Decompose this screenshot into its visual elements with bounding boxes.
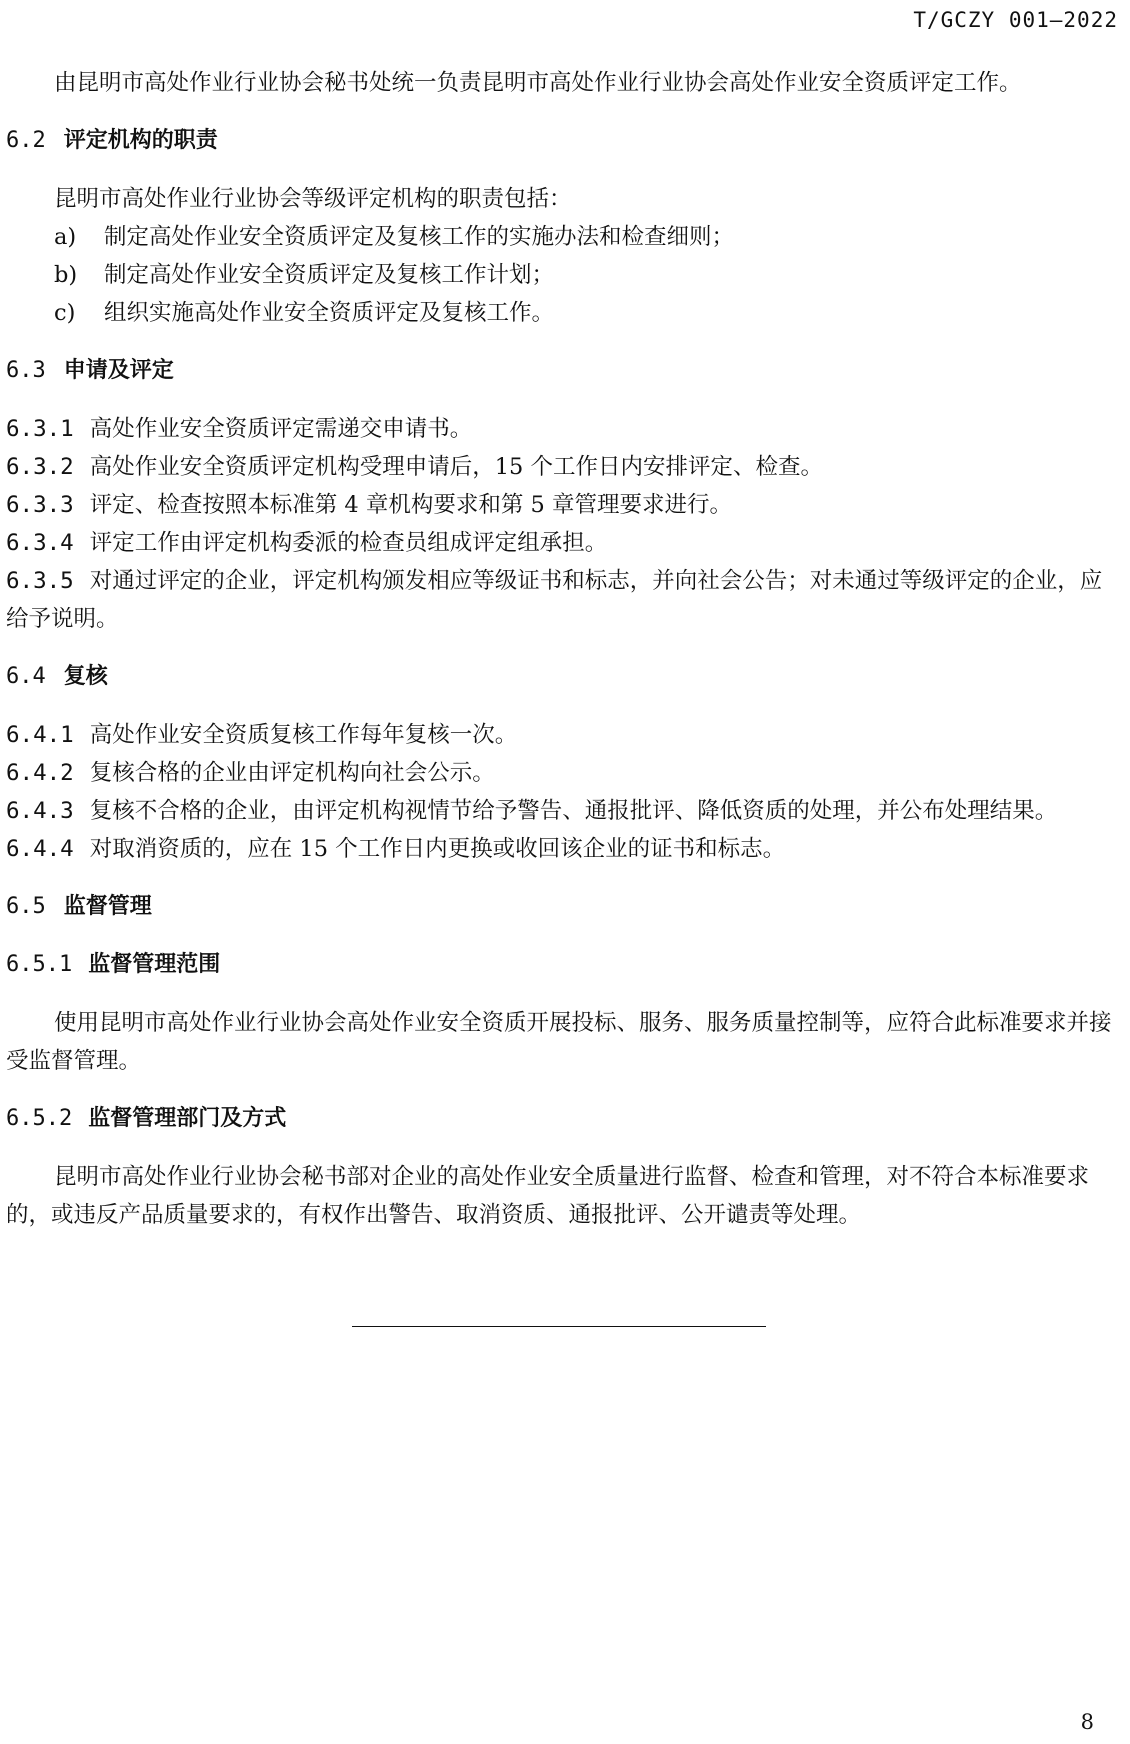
section-number: 6.5.2 bbox=[6, 1106, 73, 1131]
section-number: 6.2 bbox=[6, 128, 46, 153]
list-item-text: 制定高处作业安全资质评定及复核工作的实施办法和检查细则； bbox=[104, 224, 735, 250]
section-number: 6.3 bbox=[6, 358, 46, 383]
section-title: 监督管理 bbox=[63, 894, 152, 919]
clause-number: 6.3.3 bbox=[6, 492, 74, 518]
list-item-b bbox=[6, 256, 1116, 294]
section-6-5-2-heading bbox=[6, 1100, 1116, 1138]
section-6-5-1-heading bbox=[6, 946, 1116, 984]
clause-6-4-4 bbox=[6, 830, 1116, 868]
list-mark: c) bbox=[54, 300, 76, 326]
clause-text: 对取消资质的，应在 15 个工作日内更换或收回该企业的证书和标志。 bbox=[89, 836, 786, 862]
clause-number: 6.3.1 bbox=[6, 416, 74, 442]
clause-text: 复核不合格的企业，由评定机构视情节给予警告、通报批评、降低资质的处理，并公布处理结果。 bbox=[89, 798, 1058, 824]
section-title: 监督管理范围 bbox=[88, 952, 221, 977]
page-number: 8 bbox=[1080, 1710, 1094, 1734]
section-6-2-lead: 昆明市高处作业行业协会等级评定机构的职责包括： bbox=[54, 186, 572, 212]
section-6-5-1-text: 使用昆明市高处作业行业协会高处作业安全资质开展投标、服务、服务质量控制等，应符合此标准要求并接受监督管理。 bbox=[6, 1010, 1112, 1074]
clause-number: 6.3.2 bbox=[6, 454, 74, 480]
intro-paragraph: 由昆明市高处作业行业协会秘书处统一负责昆明市高处作业行业协会高处作业安全资质评定工作。 bbox=[54, 70, 1022, 96]
section-6-2-heading bbox=[6, 122, 1116, 160]
section-title: 复核 bbox=[63, 664, 108, 689]
clause-6-4-3 bbox=[6, 792, 1116, 830]
clause-number: 6.4.3 bbox=[6, 798, 74, 824]
clause-number: 6.3.4 bbox=[6, 530, 74, 556]
clause-text: 复核合格的企业由评定机构向社会公示。 bbox=[89, 760, 495, 786]
clause-text: 高处作业安全资质复核工作每年复核一次。 bbox=[89, 722, 518, 748]
list-item-a bbox=[6, 218, 1116, 256]
section-6-4-heading bbox=[6, 658, 1116, 696]
section-title: 申请及评定 bbox=[63, 358, 174, 383]
clause-6-3-1 bbox=[6, 410, 1116, 448]
document-code: T/GCZY 001—2022 bbox=[913, 8, 1118, 32]
section-6-3-heading bbox=[6, 352, 1116, 390]
clause-text: 评定工作由评定机构委派的检查员组成评定组承担。 bbox=[89, 530, 608, 556]
clause-6-3-5 bbox=[6, 562, 1116, 638]
list-item-c bbox=[6, 294, 1116, 332]
list-mark: b) bbox=[54, 262, 78, 288]
section-title: 监督管理部门及方式 bbox=[88, 1106, 287, 1131]
clause-number: 6.3.5 bbox=[6, 568, 74, 594]
clause-number: 6.4.4 bbox=[6, 836, 74, 862]
list-item-text: 组织实施高处作业安全资质评定及复核工作。 bbox=[104, 300, 555, 326]
clause-number: 6.4.1 bbox=[6, 722, 74, 748]
clause-text: 评定、检查按照本标准第 4 章机构要求和第 5 章管理要求进行。 bbox=[89, 492, 732, 518]
clause-text: 高处作业安全资质评定需递交申请书。 bbox=[89, 416, 473, 442]
clause-6-4-1 bbox=[6, 716, 1116, 754]
clause-number: 6.4.2 bbox=[6, 760, 74, 786]
clause-6-4-2 bbox=[6, 754, 1116, 792]
clause-6-3-2 bbox=[6, 448, 1116, 486]
clause-text: 高处作业安全资质评定机构受理申请后，15 个工作日内安排评定、检查。 bbox=[89, 454, 824, 480]
list-mark: a) bbox=[54, 224, 77, 250]
list-item-text: 制定高处作业安全资质评定及复核工作计划； bbox=[104, 262, 555, 288]
clause-text: 对通过评定的企业，评定机构颁发相应等级证书和标志，并向社会公告；对未通过等级评定的企业，应给予说明。 bbox=[6, 568, 1103, 632]
section-title: 评定机构的职责 bbox=[63, 128, 218, 153]
section-6-5-heading bbox=[6, 888, 1116, 926]
page-content bbox=[6, 64, 1116, 1234]
section-6-5-2-text: 昆明市高处作业行业协会秘书部对企业的高处作业安全质量进行监督、检查和管理，对不符合本标准要求的，或违反产品质量要求的，有权作出警告、取消资质、通报批评、公开谴责等处理。 bbox=[6, 1164, 1090, 1228]
clause-6-3-3 bbox=[6, 486, 1116, 524]
section-number: 6.5 bbox=[6, 894, 46, 919]
clause-6-3-4 bbox=[6, 524, 1116, 562]
section-number: 6.4 bbox=[6, 664, 46, 689]
section-number: 6.5.1 bbox=[6, 952, 73, 977]
end-rule bbox=[352, 1326, 766, 1327]
